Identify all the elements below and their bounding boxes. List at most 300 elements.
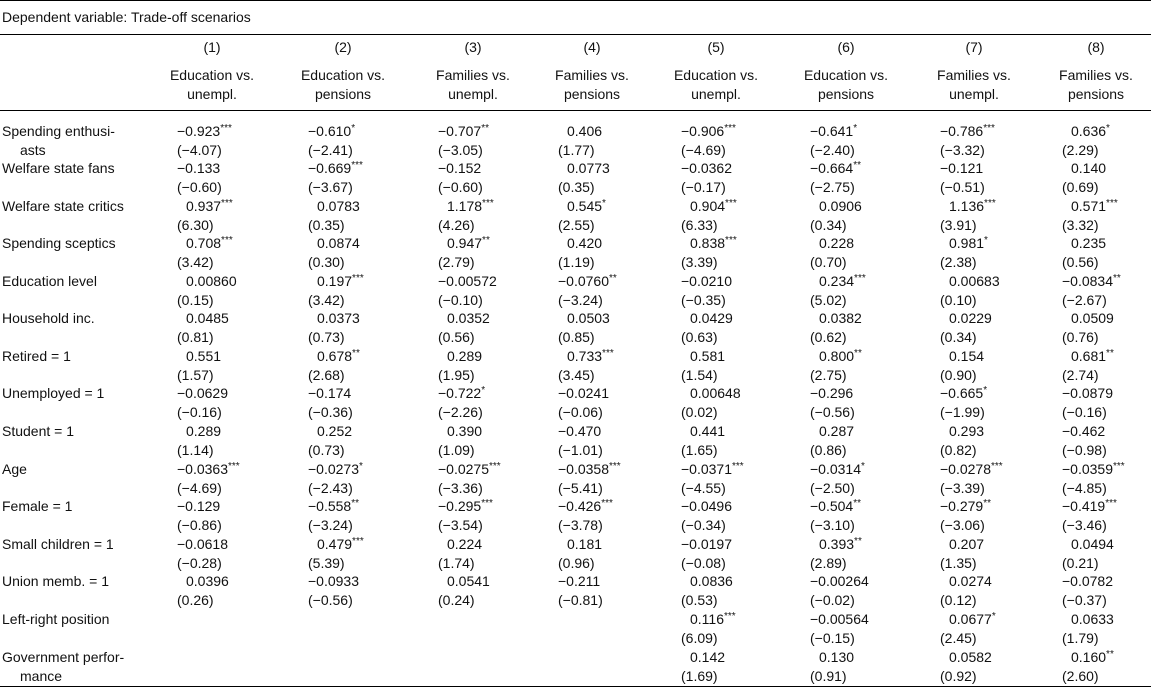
coefficient-cell: −0.419*** — [1062, 498, 1117, 514]
coefficient-cell: −0.664** — [810, 160, 862, 176]
t-stat-cell: (0.73) — [308, 329, 345, 345]
row-label-line: Union memb. = 1 — [2, 573, 109, 589]
coefficient-cell: −0.0834** — [1062, 273, 1121, 289]
row-label — [2, 309, 95, 328]
row-label — [2, 122, 115, 160]
coefficient-cell: −0.0760** — [558, 273, 617, 289]
coefficient-cell: 0.0677* — [949, 611, 996, 627]
coefficient-cell: 0.904*** — [690, 198, 737, 214]
coefficient-cell: −0.0359*** — [1062, 461, 1125, 477]
t-stat-cell: (2.55) — [558, 217, 595, 233]
significance-stars: *** — [352, 273, 364, 284]
t-stat-cell: (0.82) — [940, 442, 977, 458]
t-stat-cell: (0.24) — [438, 592, 475, 608]
coefficient-cell: −0.0275*** — [438, 461, 501, 477]
column-title-line: unempl. — [949, 86, 999, 102]
significance-stars: *** — [228, 461, 240, 472]
t-stat-cell: (−0.98) — [1062, 442, 1107, 458]
significance-stars: *** — [601, 498, 613, 509]
t-stat-cell: (0.63) — [681, 329, 718, 345]
t-stat-cell: (−0.81) — [558, 592, 603, 608]
t-stat-cell: (0.35) — [558, 179, 595, 195]
coefficient-cell: 0.0429 — [690, 310, 733, 326]
t-stat-cell: (6.33) — [681, 217, 718, 233]
column-title — [904, 66, 1044, 104]
coefficient-cell: 0.0373 — [317, 310, 360, 326]
significance-stars: ** — [352, 348, 360, 359]
significance-stars: *** — [1106, 198, 1118, 209]
coefficient-cell: 0.0582 — [949, 649, 992, 665]
coefficient-cell: 0.00648 — [690, 385, 741, 401]
table-caption: Dependent variable: Trade-off scenarios — [2, 9, 251, 25]
t-stat-cell: (−1.99) — [940, 404, 985, 420]
significance-stars: ** — [1106, 348, 1114, 359]
t-stat-cell: (−4.69) — [681, 142, 726, 158]
t-stat-cell: (1.14) — [177, 442, 214, 458]
t-stat-cell: (0.62) — [810, 329, 847, 345]
coefficient-cell: 0.838*** — [690, 235, 737, 251]
t-stat-cell: (0.26) — [177, 592, 214, 608]
coefficient-cell: 0.441 — [690, 423, 726, 439]
coefficient-cell: −0.121 — [940, 160, 984, 176]
coefficient-cell: −0.0629 — [177, 385, 228, 401]
column-title-line: unempl. — [448, 86, 498, 102]
coefficient-cell: 0.420 — [567, 235, 603, 251]
coefficient-cell: 0.393** — [819, 536, 862, 552]
row-label — [2, 159, 115, 178]
significance-stars: * — [351, 123, 356, 134]
significance-stars: *** — [732, 461, 744, 472]
t-stat-cell: (1.74) — [438, 555, 475, 571]
t-stat-cell: (−3.24) — [558, 292, 603, 308]
coefficient-cell: −0.174 — [308, 385, 352, 401]
column-title-line: Families vs. — [937, 67, 1011, 83]
t-stat-cell: (4.26) — [438, 217, 475, 233]
row-label — [2, 197, 124, 216]
t-stat-cell: (1.77) — [558, 142, 595, 158]
t-stat-cell: (−2.75) — [810, 179, 855, 195]
column-title-line: unempl. — [691, 86, 741, 102]
significance-stars: * — [359, 461, 363, 472]
t-stat-cell: (−3.24) — [308, 517, 353, 533]
coefficient-cell: 0.681** — [1071, 348, 1114, 364]
t-stat-cell: (1.79) — [1062, 630, 1099, 646]
coefficient-cell: 0.287 — [819, 423, 855, 439]
row-label-line: Welfare state critics — [2, 198, 124, 214]
coefficient-cell: −0.470 — [558, 423, 602, 439]
row-label-line: Age — [2, 461, 27, 477]
coefficient-cell: 0.00683 — [949, 273, 1000, 289]
t-stat-cell: (0.34) — [940, 329, 977, 345]
significance-stars: ** — [1106, 649, 1114, 660]
t-stat-cell: (0.21) — [1062, 555, 1099, 571]
t-stat-cell: (−1.01) — [558, 442, 603, 458]
coefficient-cell: −0.504** — [810, 498, 862, 514]
t-stat-cell: (−2.40) — [810, 142, 855, 158]
coefficient-cell: 0.181 — [567, 536, 603, 552]
header-rule — [0, 110, 1151, 111]
t-stat-cell: (−0.36) — [308, 404, 353, 420]
coefficient-cell: −0.786*** — [940, 123, 995, 139]
row-label — [2, 347, 71, 366]
top-rule — [0, 0, 1151, 1]
row-label-line: Left-right position — [2, 611, 110, 627]
significance-stars: ** — [854, 536, 862, 547]
significance-stars: * — [602, 198, 606, 209]
coefficient-cell: 0.708*** — [186, 235, 233, 251]
coefficient-cell: 0.981* — [949, 235, 988, 251]
significance-stars: ** — [854, 348, 862, 359]
t-stat-cell: (1.19) — [558, 254, 595, 270]
column-title — [142, 66, 282, 104]
significance-stars: ** — [1113, 273, 1121, 284]
t-stat-cell: (3.42) — [308, 292, 345, 308]
significance-stars: * — [983, 385, 988, 396]
coefficient-cell: −0.0358*** — [558, 461, 621, 477]
row-label-line: Retired = 1 — [2, 348, 71, 364]
t-stat-cell: (−0.16) — [177, 404, 222, 420]
coefficient-cell: 0.0836 — [690, 573, 733, 589]
coefficient-cell: 0.0509 — [1071, 310, 1114, 326]
t-stat-cell: (−4.07) — [177, 142, 222, 158]
t-stat-cell: (2.68) — [308, 367, 345, 383]
coefficient-cell: −0.665* — [940, 385, 988, 401]
t-stat-cell: (2.79) — [438, 254, 475, 270]
t-stat-cell: (−0.06) — [558, 404, 603, 420]
row-label — [2, 497, 72, 516]
significance-stars: *** — [489, 461, 501, 472]
column-title — [1026, 66, 1151, 104]
significance-stars: ** — [482, 235, 490, 246]
t-stat-cell: (5.02) — [810, 292, 847, 308]
column-title-line: pensions — [563, 86, 621, 102]
t-stat-cell: (0.56) — [438, 329, 475, 345]
coefficient-cell: −0.00264 — [810, 573, 869, 589]
t-stat-cell: (0.85) — [558, 329, 595, 345]
t-stat-cell: (1.65) — [681, 442, 718, 458]
t-stat-cell: (0.10) — [940, 292, 977, 308]
coefficient-cell: −0.923*** — [177, 123, 232, 139]
significance-stars: ** — [853, 160, 862, 171]
t-stat-cell: (−0.35) — [681, 292, 726, 308]
coefficient-cell: 0.252 — [317, 423, 353, 439]
column-title-line: pensions — [817, 86, 875, 102]
t-stat-cell: (2.74) — [1062, 367, 1099, 383]
significance-stars: *** — [482, 198, 494, 209]
coefficient-cell: 0.154 — [949, 348, 985, 364]
coefficient-cell: 0.0773 — [567, 160, 610, 176]
coefficient-cell: 0.0541 — [447, 573, 490, 589]
t-stat-cell: (3.39) — [681, 254, 718, 270]
coefficient-cell: −0.0362 — [681, 160, 732, 176]
t-stat-cell: (6.09) — [681, 630, 718, 646]
significance-stars: *** — [351, 160, 363, 171]
t-stat-cell: (−0.34) — [681, 517, 726, 533]
row-label — [2, 234, 116, 253]
coefficient-cell: 0.160** — [1071, 649, 1114, 665]
t-stat-cell: (3.45) — [558, 367, 595, 383]
coefficient-cell: −0.0273* — [308, 461, 363, 477]
significance-stars: * — [984, 235, 988, 246]
coefficient-cell: 0.800** — [819, 348, 862, 364]
t-stat-cell: (−0.60) — [177, 179, 222, 195]
t-stat-cell: (0.56) — [1062, 254, 1099, 270]
coefficient-cell: 0.235 — [1071, 235, 1107, 251]
t-stat-cell: (0.15) — [177, 292, 214, 308]
significance-stars: *** — [609, 461, 621, 472]
coefficient-cell: 0.0633 — [1071, 611, 1114, 627]
coefficient-cell: 0.0485 — [186, 310, 229, 326]
t-stat-cell: (0.02) — [681, 404, 718, 420]
coefficient-cell: 0.289 — [186, 423, 222, 439]
row-label — [2, 460, 27, 479]
coefficient-cell: −0.152 — [438, 160, 482, 176]
coefficient-cell: −0.0782 — [1062, 573, 1113, 589]
coefficient-cell: −0.707** — [438, 123, 490, 139]
t-stat-cell: (3.91) — [940, 217, 977, 233]
t-stat-cell: (0.12) — [940, 592, 977, 608]
coefficient-cell: 0.197*** — [317, 273, 364, 289]
t-stat-cell: (−4.55) — [681, 480, 726, 496]
coefficient-cell: 0.636* — [1071, 123, 1110, 139]
t-stat-cell: (0.91) — [810, 668, 847, 684]
coefficient-cell: 0.937*** — [186, 198, 233, 214]
coefficient-cell: −0.296 — [810, 385, 854, 401]
row-label — [2, 422, 74, 441]
coefficient-cell: −0.722* — [438, 385, 486, 401]
coefficient-cell: 0.947** — [447, 235, 490, 251]
t-stat-cell: (6.30) — [177, 217, 214, 233]
t-stat-cell: (−0.17) — [681, 179, 726, 195]
column-number: (6) — [837, 39, 855, 55]
row-label — [2, 648, 124, 686]
t-stat-cell: (2.29) — [1062, 142, 1099, 158]
coefficient-cell: 0.0906 — [819, 198, 862, 214]
column-number: (2) — [334, 39, 352, 55]
coefficient-cell: −0.129 — [177, 498, 221, 514]
coefficient-cell: 1.136*** — [949, 198, 996, 214]
t-stat-cell: (−4.85) — [1062, 480, 1107, 496]
t-stat-cell: (−0.37) — [1062, 592, 1107, 608]
coefficient-cell: −0.0618 — [177, 536, 228, 552]
coefficient-cell: 0.0396 — [186, 573, 229, 589]
significance-stars: *** — [983, 123, 995, 134]
caption-rule — [0, 34, 1151, 35]
t-stat-cell: (−0.86) — [177, 517, 222, 533]
t-stat-cell: (0.90) — [940, 367, 977, 383]
t-stat-cell: (1.35) — [940, 555, 977, 571]
t-stat-cell: (−3.67) — [308, 179, 353, 195]
row-label-line: Spending enthusi- — [2, 123, 115, 139]
column-title-line: Families vs. — [1059, 67, 1133, 83]
coefficient-cell: 0.0874 — [317, 235, 360, 251]
t-stat-cell: (1.95) — [438, 367, 475, 383]
coefficient-cell: 0.406 — [567, 123, 603, 139]
row-label — [2, 572, 109, 591]
row-label-line: Unemployed = 1 — [2, 385, 105, 401]
coefficient-cell: 0.571*** — [1071, 198, 1118, 214]
column-title-line: pensions — [314, 86, 372, 102]
significance-stars: *** — [725, 235, 737, 246]
significance-stars: ** — [853, 498, 862, 509]
t-stat-cell: (−0.15) — [810, 630, 855, 646]
t-stat-cell: (−3.78) — [558, 517, 603, 533]
column-title — [273, 66, 413, 104]
coefficient-cell: −0.610* — [308, 123, 356, 139]
row-label-line: asts — [20, 142, 46, 158]
significance-stars: * — [1106, 123, 1110, 134]
coefficient-cell: −0.133 — [177, 160, 221, 176]
t-stat-cell: (0.92) — [940, 668, 977, 684]
t-stat-cell: (0.69) — [1062, 179, 1099, 195]
t-stat-cell: (1.69) — [681, 668, 718, 684]
t-stat-cell: (0.53) — [681, 592, 718, 608]
significance-stars: *** — [991, 461, 1003, 472]
row-label-line: Female = 1 — [2, 498, 73, 514]
coefficient-cell: 0.0352 — [447, 310, 490, 326]
t-stat-cell: (1.54) — [681, 367, 718, 383]
coefficient-cell: 0.224 — [447, 536, 483, 552]
t-stat-cell: (0.35) — [308, 217, 345, 233]
t-stat-cell: (−2.50) — [810, 480, 855, 496]
significance-stars: * — [991, 611, 996, 622]
t-stat-cell: (5.39) — [308, 555, 345, 571]
coefficient-cell: 1.178*** — [447, 198, 494, 214]
coefficient-cell: 0.234*** — [819, 273, 866, 289]
t-stat-cell: (0.76) — [1062, 329, 1099, 345]
row-label — [2, 610, 109, 629]
coefficient-cell: −0.0314* — [810, 461, 865, 477]
coefficient-cell: −0.00564 — [810, 611, 869, 627]
row-label — [2, 535, 114, 554]
column-title-line: Education vs. — [169, 67, 255, 83]
column-title-line: Education vs. — [803, 67, 889, 83]
t-stat-cell: (3.32) — [1062, 217, 1099, 233]
t-stat-cell: (−4.69) — [177, 480, 222, 496]
t-stat-cell: (0.34) — [810, 217, 847, 233]
coefficient-cell: 0.130 — [819, 649, 855, 665]
coefficient-cell: 0.289 — [447, 348, 483, 364]
t-stat-cell: (−0.16) — [1062, 404, 1107, 420]
t-stat-cell: (−3.10) — [810, 517, 855, 533]
coefficient-cell: −0.0879 — [1062, 385, 1113, 401]
t-stat-cell: (−5.41) — [558, 480, 603, 496]
coefficient-cell: 0.0494 — [1071, 536, 1114, 552]
coefficient-cell: −0.0371*** — [681, 461, 744, 477]
t-stat-cell: (−0.28) — [177, 555, 222, 571]
coefficient-cell: 0.0229 — [949, 310, 992, 326]
coefficient-cell: 0.390 — [447, 423, 483, 439]
t-stat-cell: (−2.43) — [308, 480, 353, 496]
significance-stars: ** — [481, 123, 490, 134]
row-label — [2, 384, 104, 403]
t-stat-cell: (−3.46) — [1062, 517, 1107, 533]
t-stat-cell: (2.45) — [940, 630, 977, 646]
t-stat-cell: (−0.56) — [308, 592, 353, 608]
column-number: (7) — [965, 39, 983, 55]
coefficient-cell: −0.0363*** — [177, 461, 240, 477]
coefficient-cell: −0.669*** — [308, 160, 363, 176]
coefficient-cell: −0.0496 — [681, 498, 732, 514]
t-stat-cell: (2.75) — [810, 367, 847, 383]
coefficient-cell: 0.293 — [949, 423, 985, 439]
t-stat-cell: (−0.60) — [438, 179, 483, 195]
coefficient-cell: 0.142 — [690, 649, 726, 665]
row-label-line: Education level — [2, 273, 97, 289]
coefficient-cell: −0.558** — [308, 498, 360, 514]
t-stat-cell: (2.89) — [810, 555, 847, 571]
column-number: (4) — [583, 39, 601, 55]
significance-stars: *** — [725, 198, 737, 209]
row-label-line: Spending sceptics — [2, 235, 116, 251]
t-stat-cell: (−0.51) — [940, 179, 985, 195]
coefficient-cell: 0.228 — [819, 235, 855, 251]
coefficient-cell: −0.295*** — [438, 498, 493, 514]
t-stat-cell: (−3.54) — [438, 517, 483, 533]
coefficient-cell: −0.0241 — [558, 385, 609, 401]
significance-stars: *** — [602, 348, 614, 359]
coefficient-cell: 0.545* — [567, 198, 606, 214]
row-label-line: mance — [20, 668, 63, 684]
row-label-line: Government perfor- — [2, 649, 125, 665]
t-stat-cell: (−0.56) — [810, 404, 855, 420]
t-stat-cell: (−3.06) — [940, 517, 985, 533]
t-stat-cell: (0.81) — [177, 329, 214, 345]
row-label-line: Student = 1 — [2, 423, 75, 439]
column-title-line: pensions — [1067, 86, 1125, 102]
t-stat-cell: (2.60) — [1062, 668, 1099, 684]
coefficient-cell: −0.462 — [1062, 423, 1106, 439]
t-stat-cell: (−3.32) — [940, 142, 985, 158]
coefficient-cell: 0.0503 — [567, 310, 610, 326]
significance-stars: *** — [352, 536, 364, 547]
coefficient-cell: 0.207 — [949, 536, 985, 552]
significance-stars: *** — [1113, 461, 1125, 472]
column-title — [776, 66, 916, 104]
column-number: (1) — [203, 39, 221, 55]
coefficient-cell: 0.479*** — [317, 536, 364, 552]
t-stat-cell: (3.42) — [177, 254, 214, 270]
bottom-rule — [0, 686, 1151, 687]
column-title-line: Education vs. — [673, 67, 759, 83]
t-stat-cell: (2.38) — [940, 254, 977, 270]
row-label-line: Small children = 1 — [2, 536, 114, 552]
t-stat-cell: (−2.41) — [308, 142, 353, 158]
significance-stars: ** — [351, 498, 360, 509]
significance-stars: *** — [1105, 498, 1117, 509]
coefficient-cell: −0.0197 — [681, 536, 732, 552]
significance-stars: * — [481, 385, 486, 396]
t-stat-cell: (−2.67) — [1062, 292, 1107, 308]
t-stat-cell: (−3.39) — [940, 480, 985, 496]
t-stat-cell: (−2.26) — [438, 404, 483, 420]
column-title-line: unempl. — [187, 86, 237, 102]
coefficient-cell: 0.140 — [1071, 160, 1107, 176]
column-number: (8) — [1087, 39, 1105, 55]
significance-stars: * — [853, 123, 858, 134]
coefficient-cell: −0.641* — [810, 123, 858, 139]
coefficient-cell: −0.426*** — [558, 498, 613, 514]
column-number: (5) — [707, 39, 725, 55]
t-stat-cell: (0.30) — [308, 254, 345, 270]
significance-stars: ** — [983, 498, 992, 509]
coefficient-cell: 0.733*** — [567, 348, 614, 364]
column-title — [646, 66, 786, 104]
significance-stars: *** — [221, 235, 233, 246]
coefficient-cell: −0.279** — [940, 498, 992, 514]
coefficient-cell: 0.581 — [690, 348, 726, 364]
row-label-line: Welfare state fans — [2, 160, 115, 176]
